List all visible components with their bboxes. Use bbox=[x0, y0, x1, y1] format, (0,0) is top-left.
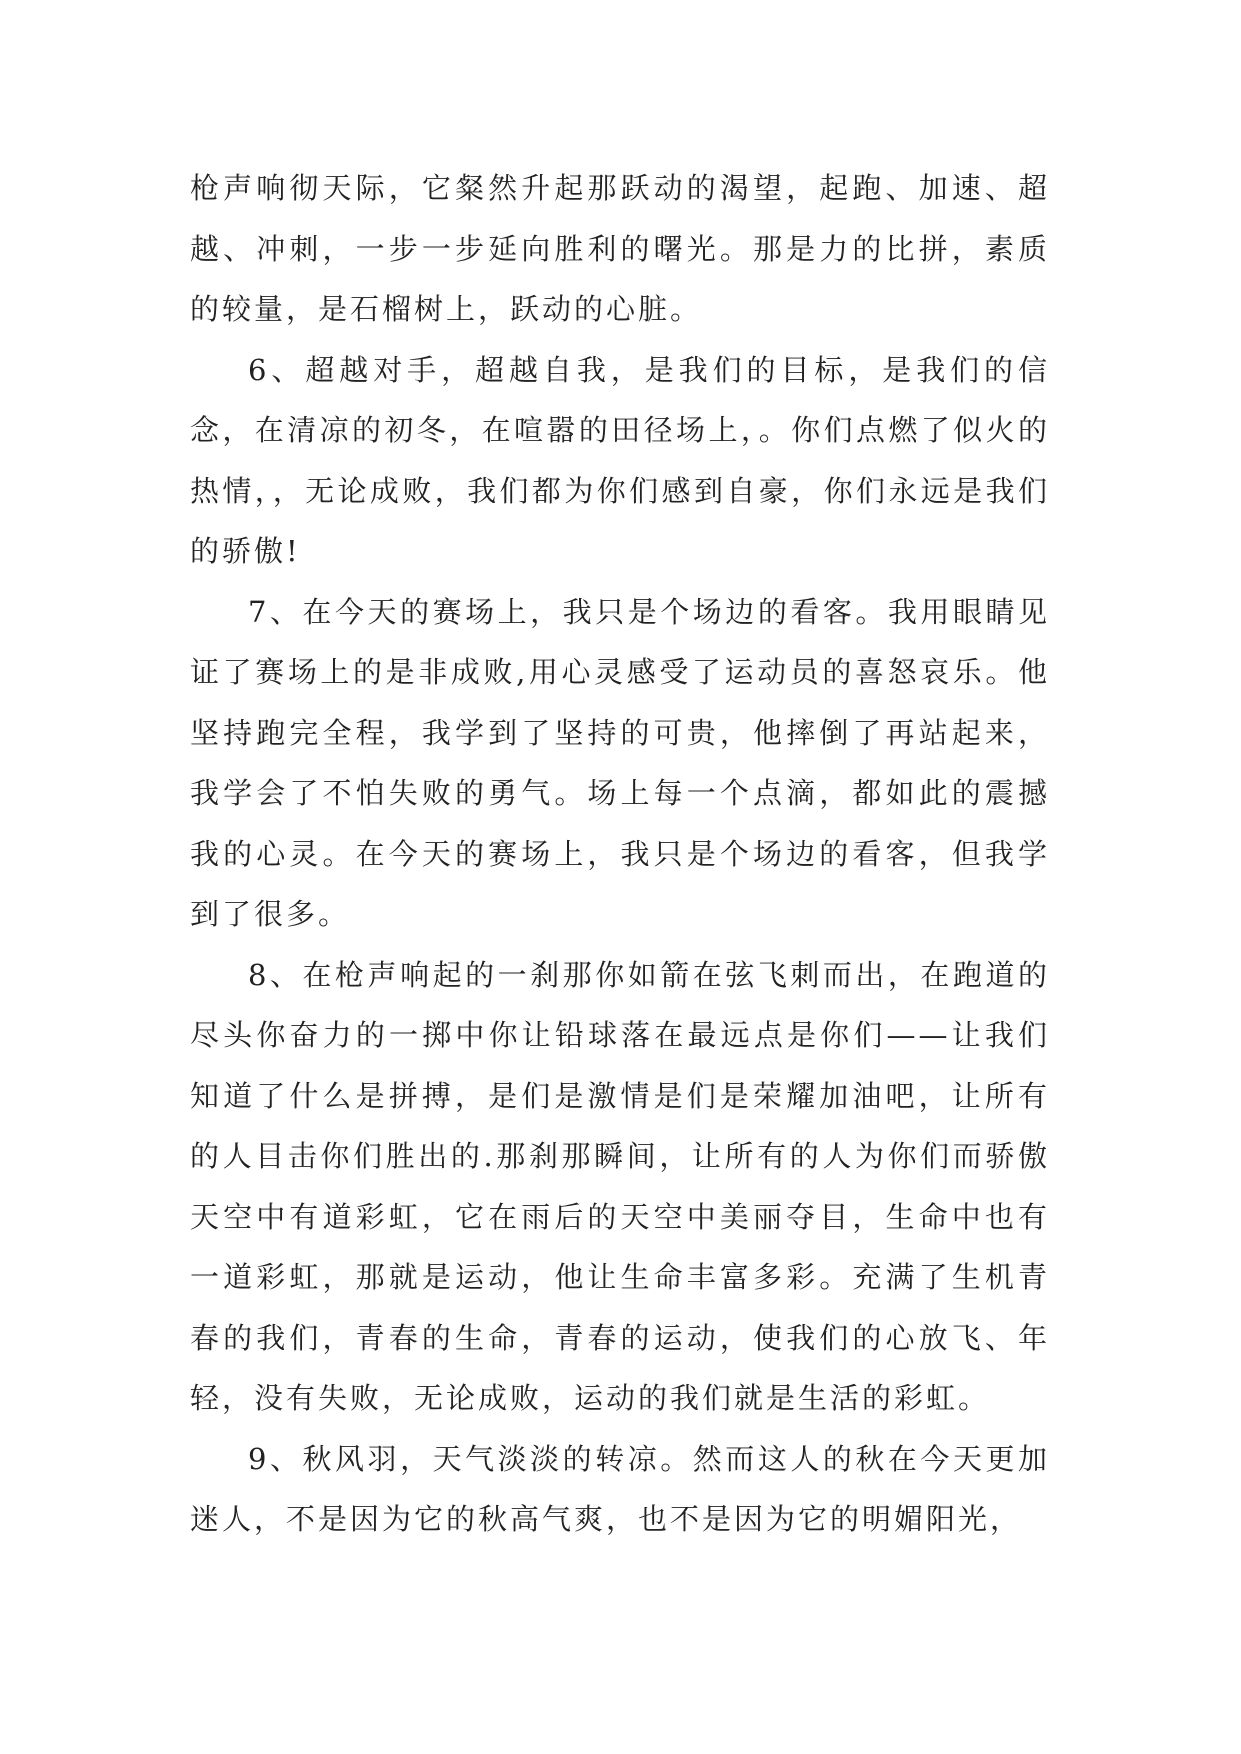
paragraph-8: 8、在枪声响起的一刹那你如箭在弦飞刺而出，在跑道的尽头你奋力的一掷中你让铅球落在最远点是你们——让我们知道了什么是拼搏，是们是激情是们是荣耀加油吧，让所有的人目击你们胜出的.那刹那瞬间，让所有的人为你们而骄傲天空中有道彩虹，它在雨后的天空中美丽夺目，生命中也有一道彩虹，那就是运动，他让生命丰富多彩。充满了生机青春的我们，青春的生命，青春的运动，使我们的心放飞、年轻，没有失败，无论成败，运动的我们就是生活的彩虹。 bbox=[190, 957, 1050, 1415]
paragraph-continuation: 枪声响彻天际，它粲然升起那跃动的渴望，起跑、加速、超越、冲刺，一步一步延向胜利的曙光。那是力的比拼，素质的较量，是石榴树上，跃动的心脏。 bbox=[190, 171, 1050, 326]
paragraph-6: 6、超越对手，超越自我，是我们的目标，是我们的信念，在清凉的初冬，在喧嚣的田径场上，。你们点燃了似火的热情，，无论成败，我们都为你们感到自豪，你们永远是我们的骄傲! bbox=[190, 352, 1050, 568]
paragraph-7: 7、在今天的赛场上，我只是个场边的看客。我用眼睛见证了赛场上的是非成败,用心灵感受了运动员的喜怒哀乐。他坚持跑完全程，我学到了坚持的可贵，他摔倒了再站起来，我学会了不怕失败的勇气。场上每一个点滴，都如此的震撼我的心灵。在今天的赛场上，我只是个场边的看客，但我学到了很多。 bbox=[190, 594, 1050, 931]
document-body bbox=[190, 158, 1050, 1550]
paragraph-9: 9、秋风羽，天气淡淡的转凉。然而这人的秋在今天更加迷人，不是因为它的秋高气爽，也不是因为它的明媚阳光， bbox=[190, 1441, 1050, 1536]
